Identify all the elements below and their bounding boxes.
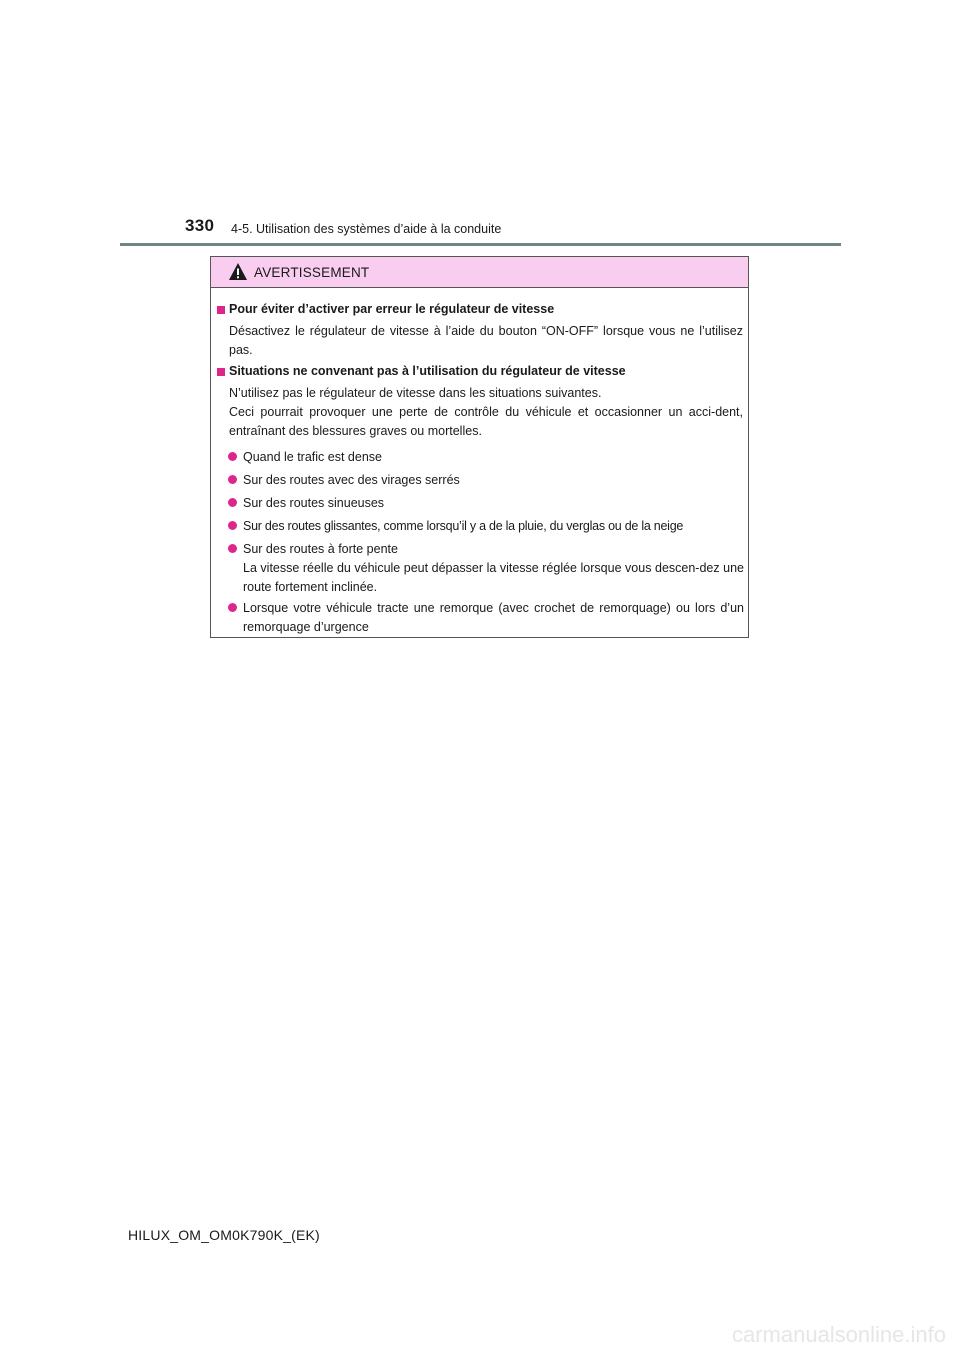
list-item-detail: La vitesse réelle du véhicule peut dépasser la vitesse réglée lorsque vous descen-dez une route fortement inclinée.	[243, 561, 744, 594]
round-bullet-icon	[228, 544, 237, 553]
section-paragraph: Désactivez le régulateur de vitesse à l’aide du bouton “ON-OFF” lorsque vous ne l’utilisez pas.	[229, 324, 743, 357]
section-heading: Situations ne convenant pas à l’utilisation du régulateur de vitesse	[229, 364, 626, 378]
round-bullet-icon	[228, 452, 237, 461]
list-item-text: Sur des routes avec des virages serrés	[243, 473, 460, 487]
page-number: 330	[185, 216, 215, 235]
list-item-text: Sur des routes glissantes, comme lorsqu’il y a de la pluie, du verglas ou de la neige	[243, 519, 684, 533]
document-code: HILUX_OM_OM0K790K_(EK)	[128, 1227, 320, 1243]
header-divider	[120, 243, 841, 246]
section-heading: Pour éviter d’activer par erreur le régulateur de vitesse	[229, 302, 555, 316]
round-bullet-icon	[228, 475, 237, 484]
section-paragraph: N’utilisez pas le régulateur de vitesse dans les situations suivantes.	[229, 386, 602, 400]
round-bullet-icon	[228, 498, 237, 507]
section-paragraph: Ceci pourrait provoquer une perte de contrôle du véhicule et occasionner un acci-dent, entraînant des blessures graves ou mortelles.	[229, 405, 743, 438]
square-bullet-icon	[217, 368, 225, 376]
warning-title: AVERTISSEMENT	[254, 265, 370, 280]
list-item-text: Sur des routes sinueuses	[243, 496, 385, 510]
list-item-text: Lorsque votre véhicule tracte une remorque (avec crochet de remorquage) ou lors d’un remorquage d’urgence	[243, 601, 744, 634]
square-bullet-icon	[217, 306, 225, 314]
list-item-text: Sur des routes à forte pente	[243, 542, 398, 556]
round-bullet-icon	[228, 521, 237, 530]
warning-section-accidental-activation	[211, 302, 748, 357]
round-bullet-icon	[228, 603, 237, 612]
list-item-text: Quand le trafic est dense	[243, 450, 382, 464]
warning-triangle-icon	[228, 262, 248, 281]
section-title: 4-5. Utilisation des systèmes d’aide à la conduite	[231, 222, 502, 236]
warning-box	[210, 256, 749, 638]
warning-section-unsuitable-situations	[211, 364, 748, 634]
warning-header	[211, 257, 748, 288]
watermark: carmanualsonline.info	[731, 1322, 946, 1347]
